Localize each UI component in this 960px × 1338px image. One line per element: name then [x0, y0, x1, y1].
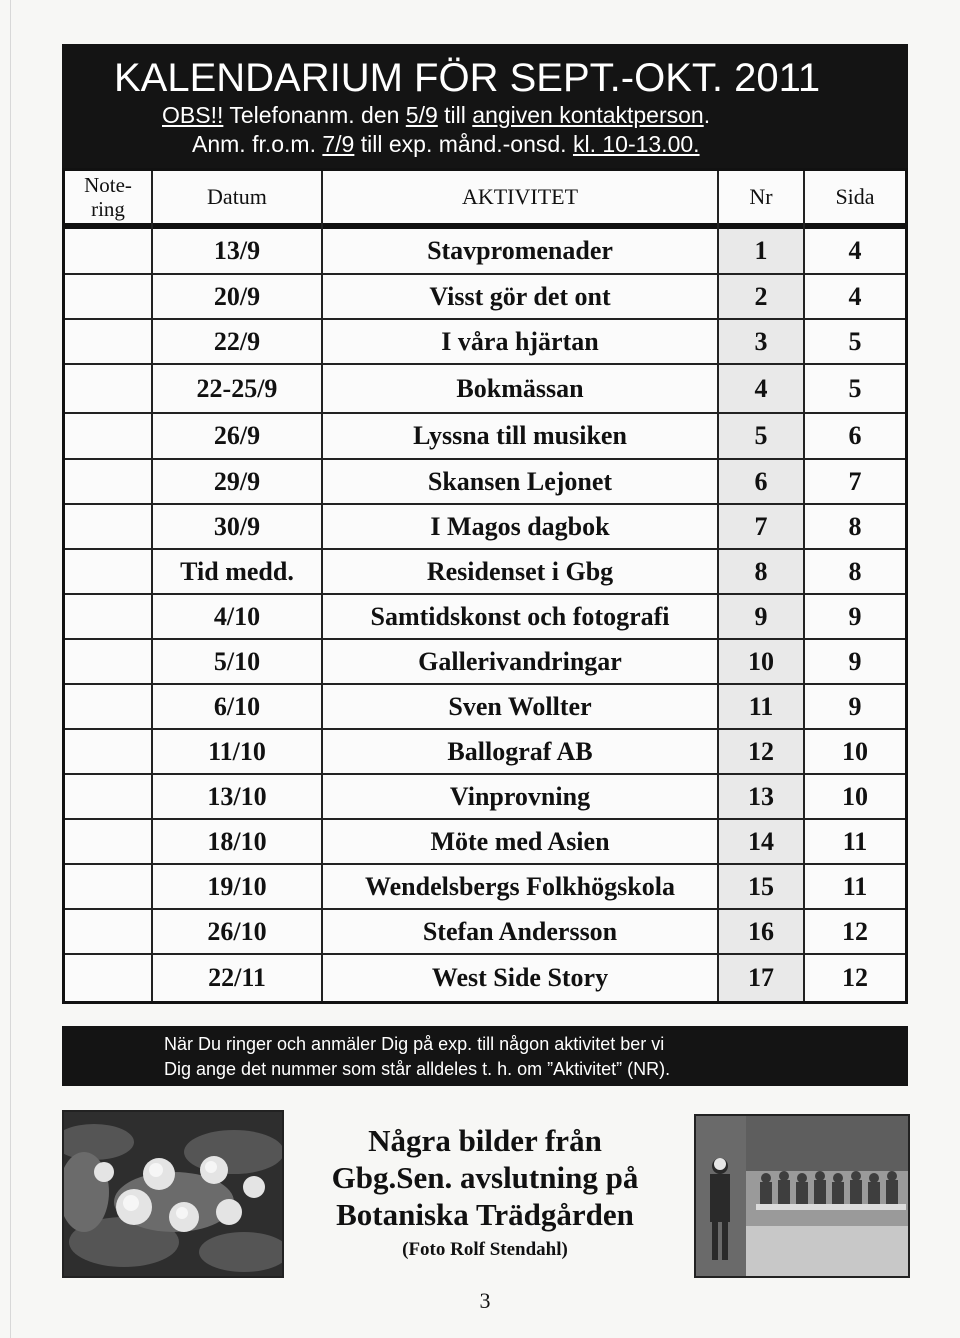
sida-cell: 4 — [848, 281, 862, 311]
header-note-line-1 — [162, 102, 882, 128]
notering-cell — [65, 550, 151, 593]
nr-cell: 10 — [719, 640, 803, 683]
datum-cell: 22/11 — [208, 963, 266, 992]
header-text: Telefonanm. den — [223, 102, 406, 128]
datum-cell: 5/10 — [213, 646, 261, 676]
notering-header-part-2: ring — [91, 197, 125, 221]
note-line-1: När Du ringer och anmäler Dig på exp. till någon aktivitet ber vi — [164, 1034, 665, 1054]
column-header-datum: Datum — [207, 184, 267, 209]
sida-cell: 11 — [842, 871, 868, 901]
notering-cell — [65, 229, 151, 273]
aktivitet-cell: Möte med Asien — [430, 826, 610, 856]
nr-cell: 2 — [719, 275, 803, 318]
column-header-sida: Sida — [835, 184, 875, 209]
garden-gathering-photo — [694, 1114, 910, 1278]
datum-cell: Tid medd. — [180, 556, 294, 586]
header-text: till exp. månd.-onsd. — [354, 131, 573, 157]
activity-table — [62, 168, 908, 1004]
column-divider — [321, 171, 323, 1001]
sida-cell: 5 — [848, 373, 862, 403]
table-row — [65, 550, 905, 595]
datum-cell: 20/9 — [213, 281, 261, 311]
sida-cell: 10 — [842, 781, 868, 811]
nr-cell: 5 — [719, 414, 803, 458]
notering-cell — [65, 640, 151, 683]
aktivitet-cell: Wendelsbergs Folkhögskola — [365, 871, 675, 901]
aktivitet-cell: Visst gör det ont — [429, 281, 611, 311]
datum-cell: 19/10 — [207, 871, 267, 901]
column-divider — [151, 171, 153, 1001]
nr-cell: 13 — [719, 775, 803, 818]
notering-cell — [65, 505, 151, 548]
sida-cell: 4 — [848, 236, 862, 265]
sida-cell: 5 — [848, 326, 862, 356]
sida-cell: 9 — [848, 601, 862, 631]
page-binding-line — [10, 0, 11, 1338]
calendar-title: KALENDARIUM FÖR SEPT.-OKT. 2011 — [114, 56, 821, 100]
nr-cell: 15 — [719, 865, 803, 908]
datum-cell: 13/10 — [207, 781, 267, 811]
table-row — [65, 640, 905, 685]
column-divider — [803, 171, 805, 1001]
table-row — [65, 730, 905, 775]
sida-cell: 12 — [842, 963, 868, 992]
notering-cell — [65, 320, 151, 363]
datum-cell: 13/9 — [213, 236, 261, 265]
sida-cell: 8 — [848, 511, 862, 541]
caption-line-2: Gbg.Sen. avslutning på — [331, 1160, 639, 1195]
contact-person-text: angiven kontaktperson — [472, 102, 704, 128]
notering-cell — [65, 730, 151, 773]
table-row — [65, 775, 905, 820]
caption-line-1: Några bilder från — [368, 1123, 602, 1158]
notering-cell — [65, 275, 151, 318]
datum-cell: 29/9 — [213, 466, 261, 496]
datum-cell: 4/10 — [213, 601, 261, 631]
notering-cell — [65, 460, 151, 503]
sida-cell: 8 — [848, 556, 862, 586]
datum-cell: 22/9 — [213, 326, 261, 356]
sida-cell: 6 — [848, 421, 862, 450]
sida-cell: 12 — [842, 916, 868, 946]
nr-cell: 3 — [719, 320, 803, 363]
table-row — [65, 229, 905, 275]
table-row — [65, 595, 905, 640]
nr-cell: 11 — [719, 685, 803, 728]
table-row — [65, 865, 905, 910]
column-header-notering — [65, 171, 151, 223]
nr-cell: 16 — [719, 910, 803, 953]
table-row — [65, 460, 905, 505]
header-note-line-2 — [192, 131, 912, 157]
header-text: Anm. fr.o.m. — [192, 131, 323, 157]
caption-line-3: Botaniska Trädgården — [336, 1197, 634, 1232]
notering-cell — [65, 685, 151, 728]
column-header-nr: Nr — [749, 184, 773, 209]
notering-cell — [65, 865, 151, 908]
sida-cell: 11 — [842, 826, 868, 856]
start-date: 7/9 — [322, 131, 355, 157]
column-divider — [717, 171, 719, 1001]
aktivitet-cell: Skansen Lejonet — [427, 466, 613, 496]
obs-label: OBS!! — [162, 102, 224, 128]
nr-cell: 7 — [719, 505, 803, 548]
datum-cell: 26/10 — [207, 916, 267, 946]
table-row — [65, 910, 905, 955]
phone-date: 5/9 — [405, 102, 438, 128]
nr-cell: 9 — [719, 595, 803, 638]
office-hours: kl. 10-13.00. — [572, 131, 700, 157]
aktivitet-cell: Ballograf AB — [447, 736, 593, 766]
aktivitet-cell: Sven Wollter — [448, 691, 592, 721]
nr-cell: 6 — [719, 460, 803, 503]
nr-cell: 8 — [719, 550, 803, 593]
header-text: till — [437, 102, 473, 128]
note-line-2: Dig ange det nummer som står alldeles t. h. om ”Aktivitet” (NR). — [164, 1059, 671, 1079]
nr-cell: 14 — [719, 820, 803, 863]
aktivitet-cell: Lyssna till musiken — [413, 421, 627, 450]
table-row — [65, 820, 905, 865]
datum-cell: 6/10 — [213, 691, 261, 721]
aktivitet-cell: Vinprovning — [449, 781, 591, 811]
column-header-aktivitet: AKTIVITET — [461, 184, 579, 209]
aktivitet-cell: Stavpromenader — [427, 236, 613, 265]
table-row — [65, 320, 905, 365]
notering-cell — [65, 365, 151, 412]
notering-cell — [65, 820, 151, 863]
aktivitet-cell: Gallerivandringar — [418, 646, 622, 676]
datum-cell: 22-25/9 — [196, 373, 278, 403]
nr-cell: 4 — [719, 365, 803, 412]
notering-header-part-1: Note- — [84, 173, 132, 197]
aktivitet-cell: I våra hjärtan — [441, 326, 599, 356]
table-row — [65, 275, 905, 320]
notering-cell — [65, 955, 151, 1001]
aktivitet-cell: I Magos dagbok — [430, 511, 610, 541]
notering-cell — [65, 775, 151, 818]
table-row — [65, 955, 905, 1001]
header-text: . — [703, 102, 711, 128]
sida-cell: 7 — [848, 466, 862, 496]
registration-note — [62, 1026, 908, 1086]
sida-cell: 9 — [848, 646, 862, 676]
calendar-header — [62, 44, 908, 168]
notering-cell — [65, 414, 151, 458]
table-row — [65, 685, 905, 730]
notering-cell — [65, 910, 151, 953]
nr-cell: 17 — [719, 955, 803, 1001]
aktivitet-cell: West Side Story — [431, 963, 609, 992]
photo-credit: (Foto Rolf Stendahl) — [402, 1239, 568, 1260]
aktivitet-cell: Stefan Andersson — [422, 916, 618, 946]
aktivitet-cell: Residenset i Gbg — [426, 556, 614, 586]
table-row — [65, 505, 905, 550]
aktivitet-cell: Samtidskonst och fotografi — [370, 601, 670, 631]
aktivitet-cell: Bokmässan — [456, 373, 584, 403]
nr-cell: 12 — [719, 730, 803, 773]
table-row — [65, 365, 905, 414]
photo-caption — [300, 1122, 670, 1263]
peony-flowers-photo — [62, 1110, 284, 1278]
sida-cell: 10 — [842, 736, 868, 766]
datum-cell: 30/9 — [213, 511, 261, 541]
notering-cell — [65, 595, 151, 638]
datum-cell: 18/10 — [207, 826, 267, 856]
page-number: 3 — [479, 1288, 491, 1313]
datum-cell: 26/9 — [213, 421, 261, 450]
sida-cell: 9 — [848, 691, 862, 721]
table-row — [65, 414, 905, 460]
datum-cell: 11/10 — [208, 736, 266, 766]
nr-cell: 1 — [719, 229, 803, 273]
